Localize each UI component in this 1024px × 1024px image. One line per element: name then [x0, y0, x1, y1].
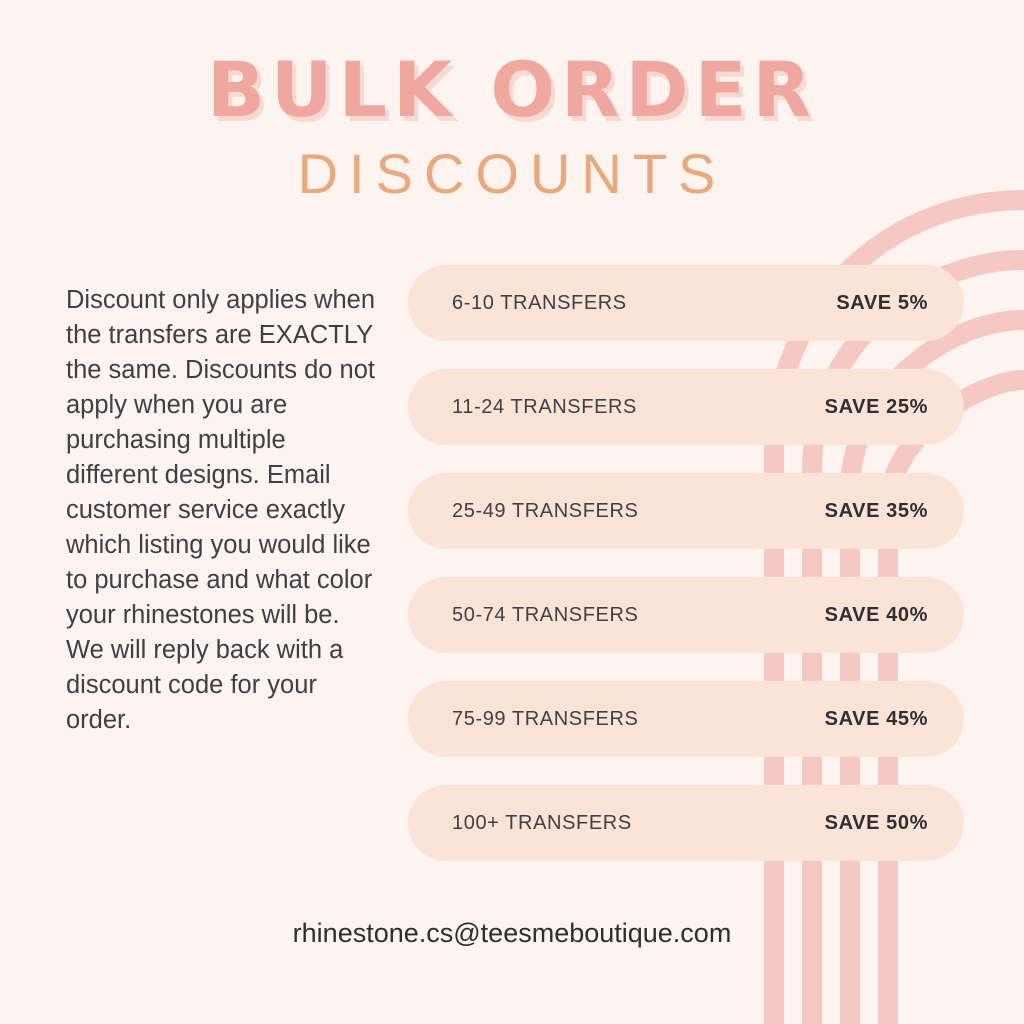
tier-save-label: SAVE 5%: [836, 291, 928, 314]
page-subtitle: DISCOUNTS: [297, 142, 727, 205]
tier-range-label: 11-24 TRANSFERS: [452, 395, 637, 418]
tier-row: [408, 681, 964, 757]
tier-save-label: SAVE 45%: [824, 707, 928, 730]
discount-tier-list: [408, 265, 964, 889]
tier-row: [408, 369, 964, 445]
tier-range-label: 100+ TRANSFERS: [452, 811, 632, 834]
page-title: BULK ORDER: [206, 45, 818, 134]
tier-range-label: 6-10 TRANSFERS: [452, 291, 627, 314]
tier-row: [408, 265, 964, 341]
tier-row: [408, 473, 964, 549]
tier-save-label: SAVE 25%: [824, 395, 928, 418]
tier-save-label: SAVE 35%: [824, 499, 928, 522]
tier-range-label: 75-99 TRANSFERS: [452, 707, 639, 730]
tier-save-label: SAVE 50%: [824, 811, 928, 834]
tier-row: [408, 785, 964, 861]
contact-email: rhinestone.cs@teesmeboutique.com: [292, 918, 732, 948]
page-title-block: [0, 45, 1024, 205]
tier-row: [408, 577, 964, 653]
tier-save-label: SAVE 40%: [824, 603, 928, 626]
tier-range-label: 25-49 TRANSFERS: [452, 499, 639, 522]
tier-range-label: 50-74 TRANSFERS: [452, 603, 639, 626]
policy-text: Discount only applies when the transfers are EXACTLY the same. Discounts do not apply when you are purchasing multiple different designs. Email customer service exactly which listing you would like to purchase and what color your rhinestones will be. We will reply back with a discount code for your order.: [66, 286, 376, 734]
